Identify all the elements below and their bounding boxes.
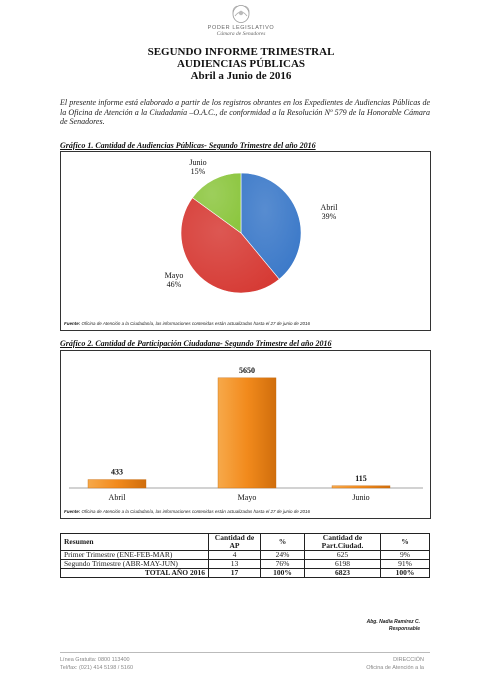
chart1-source: Fuente: Oficina de Atención a la Ciudadanía, las informaciones contenidas están actualizadas hasta el 27 de junio de 2016 [64,321,311,326]
chart2-title: Gráfico 2. Cantidad de Participación Ciudadana- Segundo Trimestre del año 2016 [60,339,332,348]
table-cell: 13 [209,560,261,569]
table-cell: 4 [209,551,261,560]
table-cell: 100% [261,569,305,578]
chart1-title: Gráfico 1. Cantidad de Audiencias Públicas- Segundo Trimestre del año 2016 [60,141,316,150]
page-header [0,4,482,37]
pie-label: Abril [320,203,338,212]
table-cell: 6198 [305,560,381,569]
table-cell: TOTAL AÑO 2016 [61,569,209,578]
table-header: Resumen [61,534,209,551]
table-cell: 17 [209,569,261,578]
table-cell: 100% [381,569,430,578]
bar-mayo [218,378,276,488]
table-cell: 91% [381,560,430,569]
summary-table [60,533,430,578]
footer-office-name: Oficina de Atención a la [366,665,424,671]
table-header-row [61,534,430,551]
footer-office [300,656,424,672]
table-cell: 9% [381,551,430,560]
table-header: % [261,534,305,551]
bar-category-label: Junio [352,493,370,502]
bar-chart [61,351,432,507]
table-header: Cantidad de Part.Ciudad. [305,534,381,551]
bar-value-label: 5650 [239,365,255,375]
footer-direction: DIRECCIÓN [393,657,424,663]
intro-paragraph: El presente informe está elaborado a partir de los registros obrantes en los Expedientes de Audiencias Públicas de la Oficina de Atención a la Ciudadanía –O.A.C., de conformidad a la Resolución Nº 579 de la Honorable Cámara de Senadores. [60,98,430,126]
bar-junio [332,486,390,488]
pie-value-label: 15% [190,167,206,176]
table-cell: 625 [305,551,381,560]
table-cell: 76% [261,560,305,569]
bar-value-label: 433 [111,467,123,477]
table-cell: Primer Trimestre (ENE-FEB-MAR) [61,551,209,560]
chart2-box [60,350,431,519]
signature-block [300,619,420,633]
table-row [61,560,430,569]
table-cell: Segundo Trimestre (ABR-MAY-JUN) [61,560,209,569]
chart1-box [60,151,431,331]
pie-value-label: 39% [321,212,337,221]
footer-telfax: Tel/fax: (021) 414 5198 / 5160 [60,665,134,671]
bar-abril [88,480,146,488]
table-total-row [61,569,430,578]
pie-label: Junio [189,158,207,167]
footer-contact [60,656,133,672]
org-name: PODER LEGISLATIVO [207,25,275,31]
pie-chart [61,152,432,320]
national-seal-icon [230,4,252,24]
footer-divider [60,652,430,653]
chart2-source: Fuente: Oficina de Atención a la Ciudadanía, las informaciones contenidas están actualizadas hasta el 27 de junio de 2016 [64,509,311,514]
table-header: Cantidad de AP [209,534,261,551]
document-title [0,46,482,82]
title-line-3: Abril a Junio de 2016 [190,70,292,82]
signer-role: Responsable [388,626,420,632]
bar-value-label: 115 [355,473,367,483]
org-chamber: Cámara de Senadores [216,31,266,37]
signer-name: Abg. Nadia Ramírez C. [366,619,420,625]
footer-hotline: Línea Gratuita: 0800 113400 [60,657,130,663]
table-cell: 24% [261,551,305,560]
pie-label: Mayo [164,271,184,280]
pie-value-label: 46% [166,280,182,289]
table-cell: 6823 [305,569,381,578]
bar-category-label: Abril [108,493,126,502]
bar-category-label: Mayo [237,493,257,502]
title-line-2: AUDIENCIAS PÚBLICAS [176,58,306,70]
table-header: % [381,534,430,551]
title-line-1: SEGUNDO INFORME TRIMESTRAL [147,46,335,58]
